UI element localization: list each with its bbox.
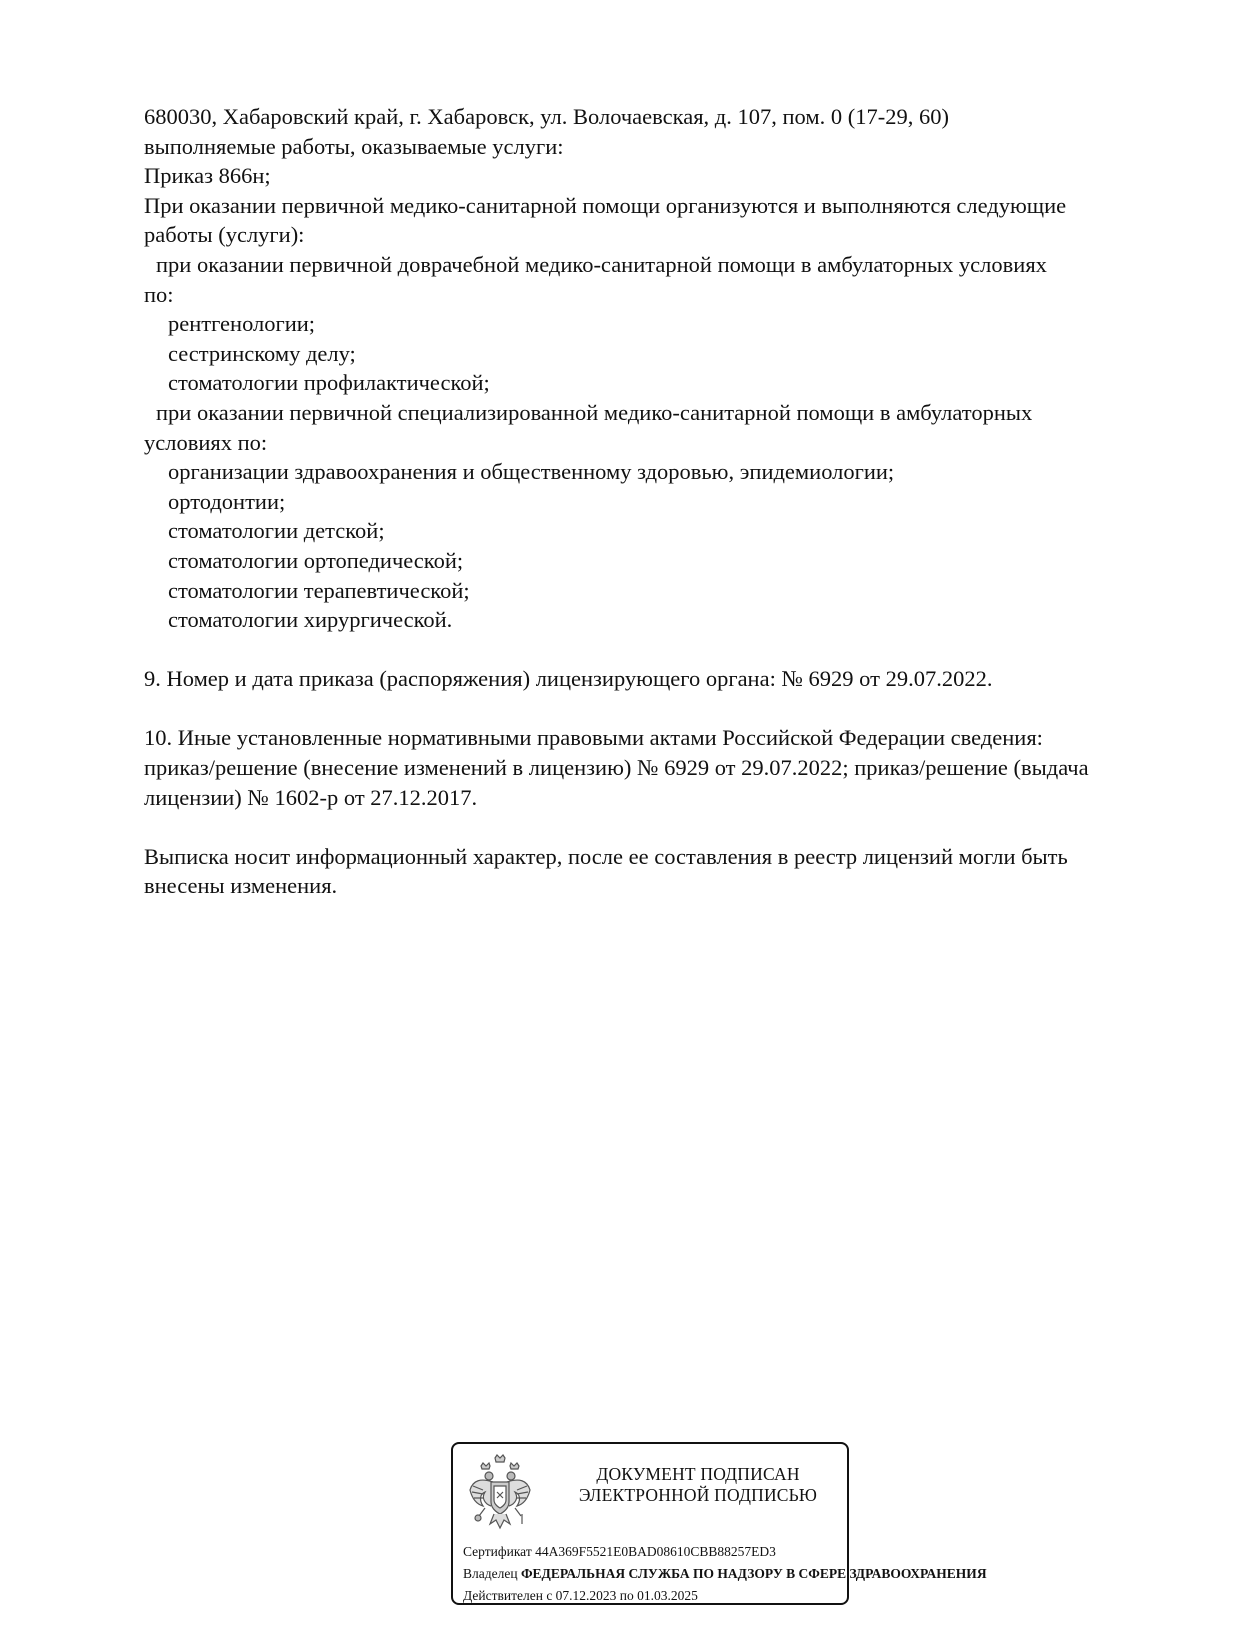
russian-coat-of-arms-icon xyxy=(467,1454,533,1532)
owner-row xyxy=(463,1563,987,1585)
service-list-item: стоматологии ортопедической; xyxy=(168,547,464,573)
service-list-item: организации здравоохранения и общественному здоровью, эпидемиологии; xyxy=(168,459,895,485)
prehospital-care-heading-cont: по: xyxy=(144,281,174,307)
validity-label: Действителен xyxy=(463,1588,543,1603)
stamp-title-line: ДОКУМЕНТ ПОДПИСАН xyxy=(596,1464,800,1484)
owner-value: ФЕДЕРАЛЬНАЯ СЛУЖБА ПО НАДЗОРУ В СФЕРЕ ЗДРАВООХРАНЕНИЯ xyxy=(520,1566,987,1581)
primary-care-intro: При оказании первичной медико-санитарной помощи организуются и выполняются следующие xyxy=(144,192,1067,218)
service-list-item: ортодонтии; xyxy=(168,488,286,514)
stamp-title xyxy=(548,1464,848,1506)
document-body xyxy=(144,102,1174,901)
validity-row xyxy=(463,1585,987,1607)
item-10-line: лицензии) № 1602-р от 27.12.2017. xyxy=(144,784,478,810)
paragraph-gap xyxy=(144,635,1174,665)
service-list-item: сестринскому делу; xyxy=(168,340,356,366)
stamp-title-line: ЭЛЕКТРОННОЙ ПОДПИСЬЮ xyxy=(578,1485,818,1505)
validity-value: с 07.12.2023 по 01.03.2025 xyxy=(546,1588,698,1603)
service-list-item: рентгенологии; xyxy=(168,311,316,337)
specialized-care-heading-cont: условиях по: xyxy=(144,429,268,455)
service-list-item: стоматологии терапевтической; xyxy=(168,577,470,603)
electronic-signature-stamp xyxy=(451,1442,987,1605)
address-line: 680030, Хабаровский край, г. Хабаровск, ул. Волочаевская, д. 107, пом. 0 (17-29, 60) xyxy=(144,104,949,129)
disclaimer-line: внесены изменения. xyxy=(144,873,338,899)
item-10-line: приказ/решение (внесение изменений в лицензию) № 6929 от 29.07.2022; приказ/решение (выдача xyxy=(144,755,1089,781)
owner-label: Владелец xyxy=(463,1566,518,1581)
primary-care-intro-cont: работы (услуги): xyxy=(144,222,305,248)
order-reference: Приказ 866н; xyxy=(144,163,271,189)
works-heading: выполняемые работы, оказываемые услуги: xyxy=(144,133,564,159)
certificate-label: Сертификат xyxy=(463,1544,532,1559)
item-9-order-number: 9. Номер и дата приказа (распоряжения) лицензирующего органа: № 6929 от 29.07.2022. xyxy=(144,666,993,692)
item-10-line: 10. Иные установленные нормативными правовыми актами Российской Федерации сведения: xyxy=(144,725,1043,751)
service-list-item: стоматологии хирургической. xyxy=(168,607,453,633)
service-list-item: стоматологии детской; xyxy=(168,518,385,544)
specialized-care-heading: при оказании первичной специализированной медико-санитарной помощи в амбулаторных xyxy=(156,399,1033,425)
stamp-details xyxy=(463,1541,987,1607)
paragraph-gap xyxy=(144,812,1174,842)
service-list-item: стоматологии профилактической; xyxy=(168,370,490,396)
certificate-row xyxy=(463,1541,987,1563)
disclaimer-line: Выписка носит информационный характер, после ее составления в реестр лицензий могли быть xyxy=(144,843,1068,869)
certificate-value: 44A369F5521E0BAD08610CBB88257ED3 xyxy=(535,1544,776,1559)
paragraph-gap xyxy=(144,694,1174,724)
prehospital-care-heading: при оказании первичной доврачебной медико-санитарной помощи в амбулаторных условиях xyxy=(156,251,1047,277)
